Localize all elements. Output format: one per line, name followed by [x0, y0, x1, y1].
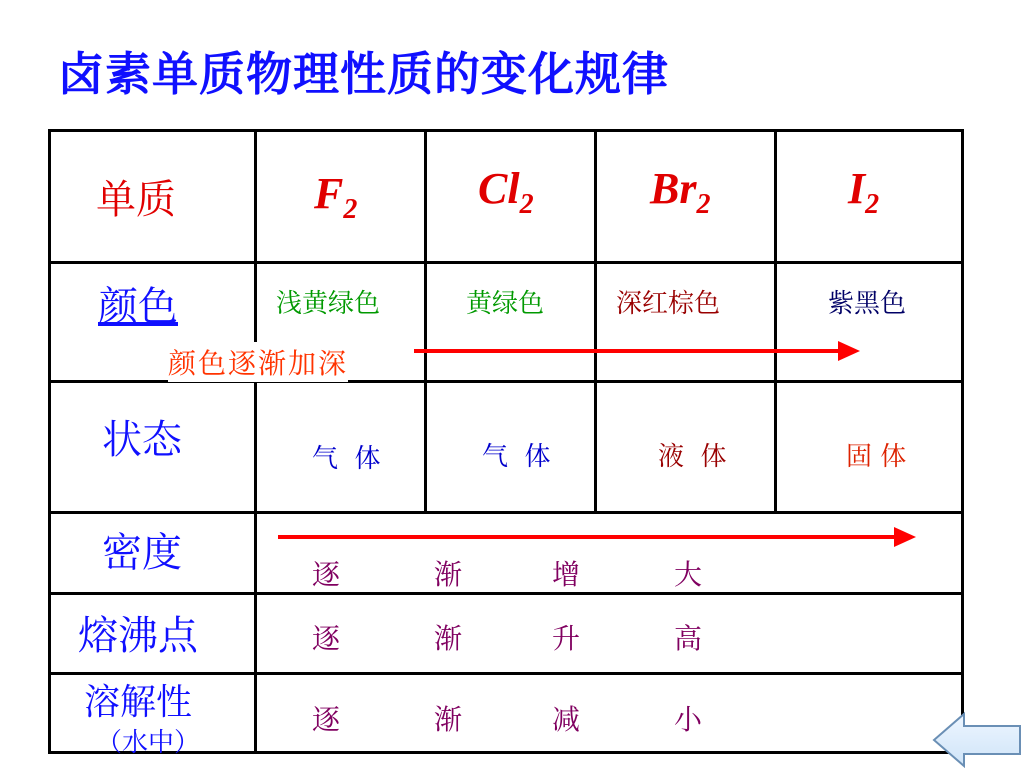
- table-border-right: [961, 129, 964, 754]
- density-trend-char: 渐: [434, 558, 463, 591]
- element-br2: $Br_2$: [650, 164, 711, 220]
- color-value-i2: 紫黑色: [828, 289, 907, 319]
- boiling-trend-char: 逐: [312, 622, 341, 655]
- table-col-divider: [424, 380, 427, 514]
- color-value-f2: 浅黄绿色: [276, 289, 381, 319]
- boiling-trend-char: 高: [674, 622, 703, 655]
- element-cl2: $Cl_2$: [478, 164, 534, 220]
- table-col-divider: [774, 380, 777, 514]
- table-row-divider: [48, 592, 964, 595]
- table-col-divider: [254, 129, 257, 754]
- color-trend-arrow: [410, 338, 860, 364]
- solubility-row-label: 溶解性: [84, 682, 193, 723]
- solubility-trend-char: 渐: [434, 703, 463, 736]
- solubility-trend-char: 减: [552, 703, 581, 736]
- solubility-trend-char: 逐: [312, 703, 341, 736]
- density-trend-char: 大: [674, 558, 703, 591]
- color-row-label[interactable]: 颜色: [98, 284, 178, 330]
- state-value-br2: 液 体: [658, 442, 727, 472]
- density-trend-char: 逐: [312, 558, 341, 591]
- page-title: 卤素单质物理性质的变化规律: [58, 47, 669, 101]
- state-value-f2: 气 体: [312, 444, 381, 474]
- state-value-cl2: 气 体: [482, 442, 551, 472]
- boiling-row-label: 熔沸点: [78, 613, 198, 659]
- color-trend-label: 颜色逐渐加深: [168, 342, 348, 382]
- solubility-trend-char: 小: [674, 703, 703, 736]
- state-row-label: 状态: [102, 417, 182, 463]
- left-arrow-icon: [934, 714, 1020, 766]
- density-trend-arrow: [276, 524, 918, 550]
- table-row-divider: [48, 261, 964, 264]
- color-value-br2: 深红棕色: [616, 289, 721, 319]
- header-label: 单质: [96, 177, 176, 223]
- solubility-row-sublabel: （水中）: [96, 728, 201, 758]
- table-col-divider: [594, 380, 597, 514]
- element-f2: $F_2$: [314, 169, 358, 225]
- color-value-cl2: 黄绿色: [466, 289, 545, 319]
- table-border-top: [48, 129, 964, 132]
- table-row-divider: [48, 511, 964, 514]
- table-border-left: [48, 129, 51, 754]
- density-trend-char: 增: [552, 558, 581, 591]
- density-row-label: 密度: [102, 530, 182, 576]
- boiling-trend-char: 渐: [434, 622, 463, 655]
- element-i2: $I_2$: [848, 164, 880, 220]
- boiling-trend-char: 升: [552, 622, 581, 655]
- back-arrow-button[interactable]: [930, 710, 1024, 768]
- state-value-i2: 固 体: [846, 442, 907, 472]
